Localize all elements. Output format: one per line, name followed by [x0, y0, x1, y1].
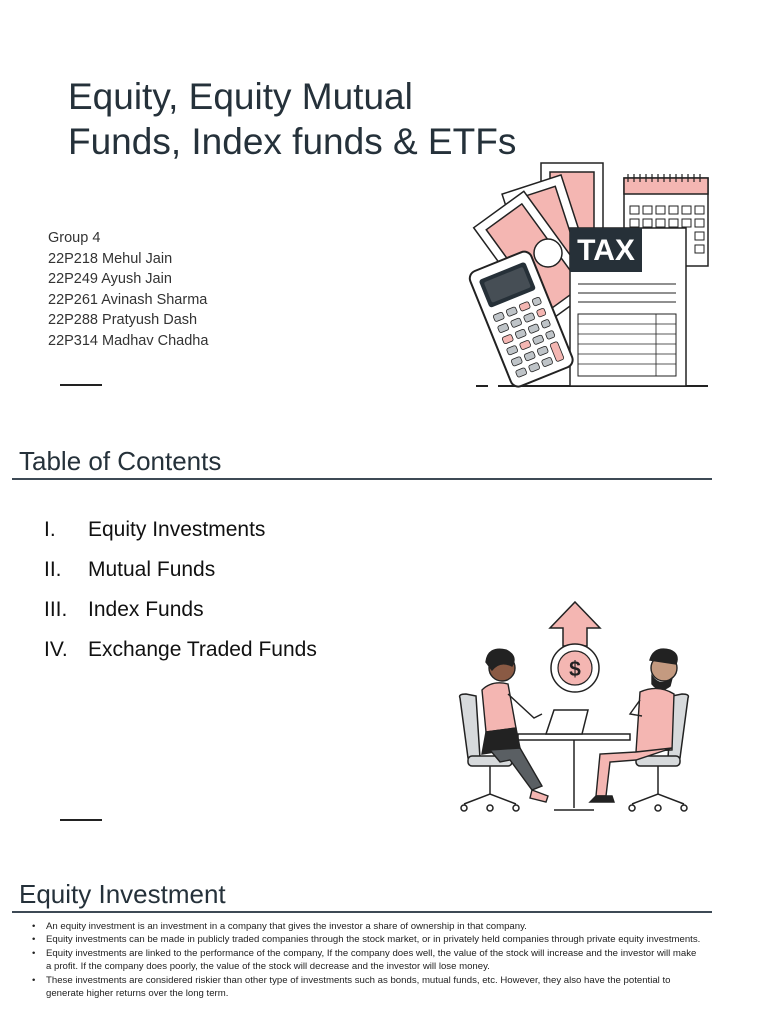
- dollar-coin-icon: [551, 644, 599, 692]
- title-line-2: Funds, Index funds & ETFs: [68, 121, 517, 162]
- member-item: 22P218 Mehul Jain: [48, 250, 173, 267]
- title-underline: [12, 911, 712, 913]
- woman-figure: [482, 649, 548, 802]
- equity-investment-title: Equity Investment: [19, 879, 226, 909]
- member-item: 22P249 Ayush Jain: [48, 271, 172, 287]
- bullet-item: • These investments are considered riskier than other type of investments such as bonds, mutual funds, etc. However, they also have the potential to generate higher returns over the long term.: [32, 974, 702, 1001]
- title-underline: [12, 478, 712, 480]
- presentation-title: [68, 74, 538, 164]
- toc-item: [44, 638, 317, 678]
- bullet-item: • An equity investment is an investment in a company that gives the investor a share of ownership in that company.: [32, 920, 702, 933]
- man-figure: [590, 649, 677, 802]
- tax-calculator-illustration: [466, 158, 716, 390]
- toc-list: [44, 518, 317, 678]
- dollar-symbol: $: [569, 658, 581, 681]
- toc-item-number: I.: [44, 518, 56, 541]
- toc-item-label: Mutual Funds: [88, 558, 216, 581]
- slide-equity-investment: [0, 865, 768, 1024]
- toc-item-label: Equity Investments: [88, 518, 266, 541]
- group-label: Group 4: [48, 230, 101, 246]
- bullet-item: • Equity investments are linked to the performance of the company, If the company does well, the value of the stock will increase and the investor will make a profit. If the company does poorly, the value of the stock will decrease and the investor will lose money.: [32, 947, 702, 974]
- member-item: 22P261 Avinash Sharma: [48, 291, 208, 308]
- bullet-item: • Equity investments can be made in publicly traded companies through the stock market, or in privately held companies through private equity investments.: [32, 933, 702, 946]
- slide-table-of-contents: [0, 430, 768, 850]
- group-members-list: [48, 228, 208, 351]
- toc-item-number: II.: [44, 558, 62, 581]
- divider-line: [60, 819, 102, 821]
- toc-title: Table of Contents: [19, 446, 222, 476]
- toc-item-number: III.: [44, 598, 68, 621]
- tax-document-icon: [570, 228, 686, 386]
- title-line-1: Equity, Equity Mutual: [68, 76, 413, 117]
- business-meeting-illustration: [450, 598, 700, 823]
- member-item: 22P314 Madhav Chadha: [48, 332, 209, 349]
- toc-item: [44, 518, 317, 558]
- tax-label: TAX: [577, 234, 635, 267]
- toc-item: [44, 598, 317, 638]
- arrow-up-icon: [550, 602, 600, 646]
- toc-item-label: Index Funds: [88, 598, 204, 621]
- toc-item-number: IV.: [44, 638, 68, 661]
- equity-bullet-list: [32, 920, 702, 1000]
- slide-title: [0, 0, 768, 415]
- divider-line: [60, 384, 102, 386]
- toc-item: [44, 558, 317, 598]
- toc-item-label: Exchange Traded Funds: [88, 638, 317, 661]
- member-item: 22P288 Pratyush Dash: [48, 312, 198, 328]
